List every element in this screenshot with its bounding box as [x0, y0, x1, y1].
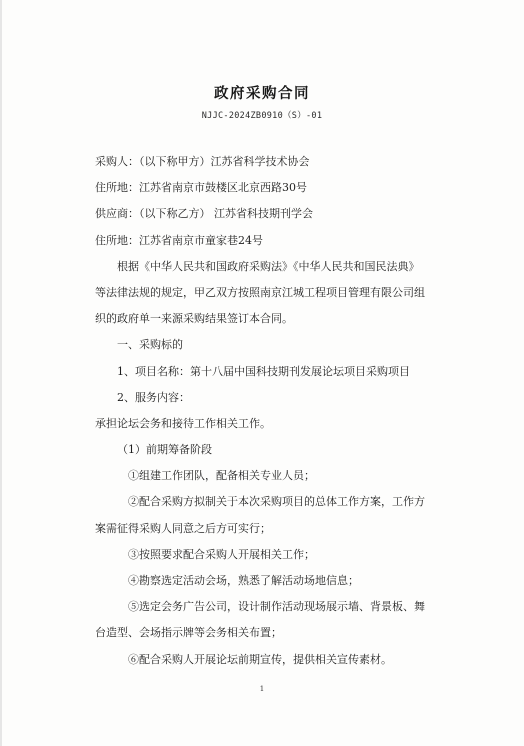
supplier-address-line: 住所地：江苏省南京市童家巷24号: [95, 233, 263, 247]
section-heading: 一、采购标的: [117, 338, 183, 352]
paragraph-line: 根据《中华人民共和国政府采购法》《中华人民共和国民法典》: [117, 259, 420, 273]
list-item: ③按照要求配合采购人开展相关工作；: [128, 547, 315, 561]
list-item-continuation: 台造型、会场指示牌等会务相关布置；: [95, 626, 282, 640]
contract-number: NJJC-2024ZB0910（S）-01: [201, 111, 323, 121]
supplier-line: 供应商：（以下称乙方） 江苏省科技期刊学会: [95, 207, 313, 221]
purchaser-line: 采购人：（以下称甲方）江苏省科学技术协会: [95, 155, 310, 168]
paragraph-line: 等法律法规的规定，甲乙双方按照南京江城工程项目管理有限公司组: [95, 285, 425, 299]
subsection-heading: （1）前期筹备阶段: [117, 443, 212, 457]
contract-body: [95, 149, 450, 673]
purchaser-address-line: 住所地：江苏省南京市鼓楼区北京西路30号: [95, 181, 307, 195]
list-item: ⑤选定会务广告公司，设计制作活动现场展示墙、背景板、舞: [128, 600, 425, 614]
service-content-heading: 2、服务内容：: [117, 390, 190, 404]
list-item: ①组建工作团队，配备相关专业人员；: [128, 469, 315, 483]
list-item: ②配合采购方拟制关于本次采购项目的总体工作方案，工作方: [128, 495, 425, 509]
list-item: ⑥配合采购人开展论坛前期宣传，提供相关宣传素材。: [128, 652, 392, 666]
list-item-continuation: 案需征得采购人同意之后方可实行；: [95, 521, 271, 535]
paragraph-line: 承担论坛会务和接待工作相关工作。: [95, 416, 271, 430]
paragraph-line: 织的政府单一来源采购结果签订本合同。: [95, 312, 293, 326]
project-name-line: 1、项目名称：第十八届中国科技期刊发展论坛项目采购项目: [117, 364, 410, 378]
list-item: ④勘察选定活动会场，熟悉了解活动场地信息；: [128, 574, 359, 587]
contract-title: 政府采购合同: [214, 86, 310, 102]
page-number: 1: [259, 685, 265, 693]
